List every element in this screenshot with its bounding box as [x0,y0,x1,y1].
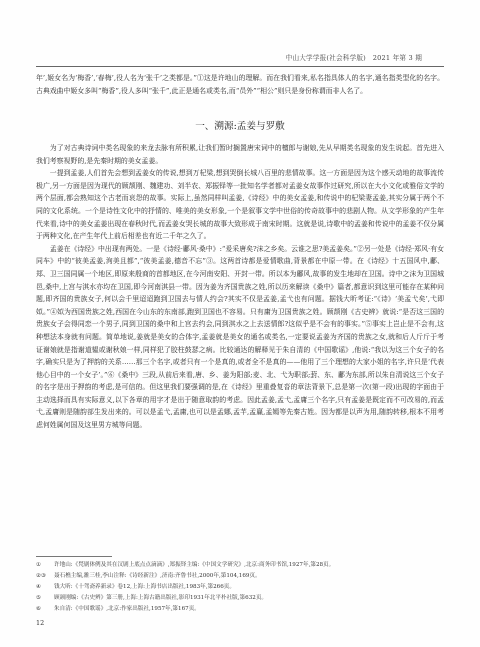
footnote-rule [36,556,112,557]
footnote-mark: ②③ [36,573,47,579]
footnote-text: 钱大昕:《十驾斋养新录》卷12,上海:上海书店出版社,1983年,第266页。 [54,584,235,590]
footnote-text: 聂石樵主编,雒三桂,李山注释:《诗经新注》,济南:齐鲁书社,2000年,第104,169页。 [54,573,261,579]
footnotes [36,560,444,615]
footnote-mark: ① [36,562,42,568]
footnote-text: 顾颉刚编:《古史辨》第三册,上海:上海古籍出版社,影印1931年北平朴社版,第632页。 [54,595,268,601]
intro-paragraph: 年’,姬女名为‘梅香’,‘春梅’,役人名为‘张千’之类都是。”①这是许地山的理解。而在我们看来,私名指具体人的名字,通名指类型化的名字。古典戏曲中姬女多叫“梅香”,役人多叫“张千”,此正是通名或类名,而“员外”“相公”则只是身份称谓而非人名了。 [36,74,444,95]
footnote [36,560,444,571]
running-header: 中山大学学报(社会科学版) 2021 年第 3 期 [285,54,422,62]
footnote-text: 许地山:《梵剧体例及其在汉剧上底点点滴滴》,郑振铎主编:《中国文学研究》,北京:商务印书馆,1927年,第28页。 [54,562,335,568]
header-rule [36,66,444,67]
footnote-mark: ④ [36,584,42,590]
footnote [36,582,444,593]
footnote-mark: ⑥ [36,606,42,612]
footnote [36,593,444,604]
footnote-text: 朱自清:《中国歌谣》,北京:作家出版社,1957年,第167页。 [54,606,200,612]
body-paragraph-3: 孟姜在《诗经》中出现有两处。一是《诗经·鄘风·桑中》:“爰采唐矣?沫之乡矣。云谁之思?美孟姜矣。”②另一处是《诗经·郑风·有女同车》中的“彼美孟姜,洵美且都”,“彼美孟姜,德音不忘”③。这两首诗都是爱情歌曲,背景都在中原一带。在《诗经》十五国风中,鄘、郑、卫三国同属一个地区,即原来殷商的首都地区,在今河南安阳、开封一带。所以本为鄘风,故事的发生地却在卫国。诗中之沫为卫国城邑,桑中,上宫与淇水亦均在卫国,即今河南淇县一带。因为姜为齐国贵族之姓,所以历来解读《桑中》篇者,都意识到这里可能存在某种问题,即齐国的贵族女子,何以会千里迢迢跑到卫国去与情人约会?其实不仅是孟姜,孟弋也有问题。据钱大昕考证:“《诗》‘美孟弋矣’,弋即姒。”④姒为西国贵族之姓,西国在今山东的东南部,跑到卫国也不容易。只有庸为卫国贵族之姓。顾颉刚《古史辨》就说:“是否这三国的贵族女子会得同恋一个男子,同到卫国的桑中和上宫去约会,同到淇水之上去送情郎?这似乎是不会有的事实。”⑤事实上岂止是不会有,这种想法本身就有问题。简单地说,姜就是美女的合体字,孟姜就是美女的通名或类名,一定要说孟姜为齐国的贵族之女,就和后人斤斤于考证谢娘就是指谢道韫或谢秋娘一样,同样犯了胶柱鼓瑟之病。比较通达的解释见于朱自清的《中国歌谣》,他说:“我以为这三个女子的名字,确实只是为了押韵的关系……那三个名字,或者只有一个是真的,或者全不是真的——他用了三个理想的大家小姐的名字,许只是‘代表他心目中的一个女子’。”⑥《桑中》三段,从前后来看,唐、乡、姜为阳部;麦、北、弋为职部;葑、东、鄘为东部,所以朱自清说这三个女子的名字是出于押韵的考虑,是可信的。但这里我们要强调的是,在《诗经》里重叠复沓的章法背景下,总是第一次(第一段)出现的字面由于主动选择而具有实际意义,以下各章的用字才是出于随意取韵的考虑。因此孟姜,孟弋,孟庸三个名字,只有孟姜是既定而不可改易的,而孟弋,孟庸则是随韵部生发出来的。可以是孟弋,孟庸,也可以是孟娜,孟芊,孟赢,孟嫣等先秦古姓。因为都是以声为用,随韵转移,根本不用考虑何姓属何国及这里男方城等问题。 [36,244,444,430]
section-title: 一、溯源:孟姜与罗敷 [195,121,285,132]
footnote-mark: ⑤ [36,595,42,601]
section-body [36,142,444,432]
intro-text [36,72,444,97]
footnote [36,571,444,582]
body-paragraph-2: 一提到孟姜,人们首先会想到孟姜女的传说,想到万杞梁,想到哭倒长城八百里的悲情故事。这一方面是因为这个感天动地的故事流传极广,另一方面是因为现代的顾颉刚、魏建功、刘半农、郑振铎等一批知名学者都对孟姜女故事作过研究,所以在大小文化或雅俗文学的两个层面,都会熟知这个古老而哀怨的故事。实际上,虽然同样叫孟姜,《诗经》中的美女孟姜,和传说中的杞梁妻孟姜,其实分属于两个不同的文化系统。一个是诗性文化中的抒情的、唯美的美女形象,一个是叙事文学中世俗的传奇故事中的悲剧人物。从文学形象的产生年代来看,诗中的美女孟姜出现在春秋时代,而孟姜女哭长城的故事大致形成于南宋时期。这就是说,诗歌中的孟姜和传说中的孟姜不仅分属于两种文化,在产生年代上前后相差也有近二千年之久了。 [36,169,444,241]
body-paragraph-1: 为了对古典诗词中类名现象的来龙去脉有所积累,让我们暂时搁置唐宋词中的檀郎与谢娘,先从早期类名现象的发生说起。首先进入我们考察视野的,是先秦时期的美女孟姜。 [36,144,444,165]
footnote [36,604,444,615]
page-number: 12 [36,619,45,627]
